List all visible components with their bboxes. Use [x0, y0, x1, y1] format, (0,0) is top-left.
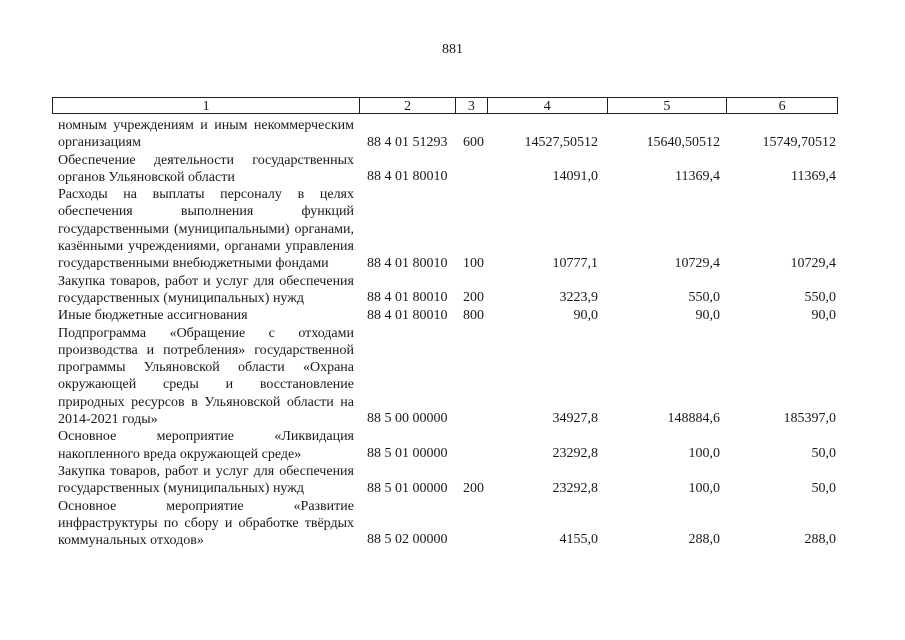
table-row	[58, 498, 848, 550]
row-expense-type: 600	[463, 134, 484, 150]
row-value-col4: 90,0	[573, 307, 598, 323]
row-value-col6: 185397,0	[783, 411, 836, 427]
row-code: 88 4 01 80010	[367, 169, 448, 185]
column-header-4: 4	[488, 98, 608, 113]
row-expense-type: 100	[463, 255, 484, 271]
row-value-col6: 50,0	[811, 445, 836, 461]
table-row	[58, 325, 848, 429]
column-header-5: 5	[608, 98, 728, 113]
row-description: номным учреждениям и иным некоммерческим организациям	[58, 118, 354, 151]
column-header-1: 1	[53, 98, 360, 113]
row-expense-type: 200	[463, 290, 484, 306]
budget-table-body	[58, 117, 848, 549]
row-code: 88 4 01 51293	[367, 134, 448, 150]
row-value-col4: 23292,8	[552, 445, 598, 461]
row-value-col5: 100,0	[688, 445, 720, 461]
row-value-col4: 3223,9	[559, 290, 598, 306]
row-code: 88 5 01 00000	[367, 445, 448, 461]
row-code: 88 4 01 80010	[367, 290, 448, 306]
row-value-col5: 148884,6	[667, 411, 720, 427]
row-value-col4: 14091,0	[552, 169, 598, 185]
row-value-col5: 100,0	[688, 480, 720, 496]
row-description: Расходы на выплаты персоналу в целях обеспечения выполнения функций государственными (муниципальными) органами, казёнными учреждениями, органами управления государственными внебюджетными фондами	[58, 187, 354, 272]
row-value-col6: 288,0	[804, 532, 836, 548]
row-expense-type: 800	[463, 307, 484, 323]
row-value-col5: 11369,4	[675, 169, 720, 185]
table-row	[58, 463, 848, 498]
row-value-col6: 90,0	[811, 307, 836, 323]
row-value-col4: 4155,0	[559, 532, 598, 548]
table-row	[58, 186, 848, 272]
row-value-col6: 15749,70512	[762, 134, 836, 150]
row-value-col6: 11369,4	[791, 169, 836, 185]
column-header-3: 3	[456, 98, 488, 113]
page-number: 881	[442, 42, 463, 57]
row-code: 88 5 00 00000	[367, 411, 448, 427]
row-value-col5: 550,0	[688, 290, 720, 306]
row-code: 88 5 01 00000	[367, 480, 448, 496]
row-description: Закупка товаров, работ и услуг для обеспечения государственных (муниципальных) нужд	[58, 273, 354, 306]
row-value-col5: 288,0	[688, 532, 720, 548]
row-value-col5: 15640,50512	[646, 134, 720, 150]
row-code: 88 4 01 80010	[367, 307, 448, 323]
table-header	[52, 97, 838, 114]
row-value-col4: 14527,50512	[524, 134, 598, 150]
table-row	[58, 273, 848, 308]
row-value-col6: 10729,4	[790, 255, 836, 271]
table-row	[58, 117, 848, 152]
row-description: Основное мероприятие «Развитие инфраструктуры по сбору и обработке твёрдых коммунальных отходов»	[58, 498, 354, 549]
column-header-6: 6	[778, 99, 786, 114]
row-description: Закупка товаров, работ и услуг для обеспечения государственных (муниципальных) нужд	[58, 463, 354, 497]
row-value-col5: 10729,4	[674, 255, 720, 271]
row-value-col4: 23292,8	[552, 480, 598, 496]
row-expense-type: 200	[463, 480, 484, 496]
row-value-col5: 90,0	[695, 307, 720, 323]
table-row	[58, 307, 848, 324]
row-code: 88 5 02 00000	[367, 532, 448, 548]
column-header-2: 2	[360, 98, 456, 113]
row-code: 88 4 01 80010	[367, 255, 448, 271]
row-value-col6: 550,0	[804, 290, 836, 306]
row-description: Иные бюджетные ассигнования	[58, 308, 248, 324]
row-value-col6: 50,0	[811, 480, 836, 496]
row-value-col4: 10777,1	[552, 255, 598, 271]
table-row	[58, 428, 848, 463]
row-description: Основное мероприятие «Ликвидация накопленного вреда окружающей среде»	[58, 429, 354, 462]
row-description: Подпрограмма «Обращение с отходами производства и потребления» государственной программы Ульяновской области «Охрана окружающей среды и восстановление природных ресурсов в Ульяновской области на 2014-2021 годы»	[58, 325, 354, 428]
row-description: Обеспечение деятельности государственных органов Ульяновской области	[58, 152, 354, 185]
row-value-col4: 34927,8	[552, 411, 598, 427]
table-row	[58, 152, 848, 187]
